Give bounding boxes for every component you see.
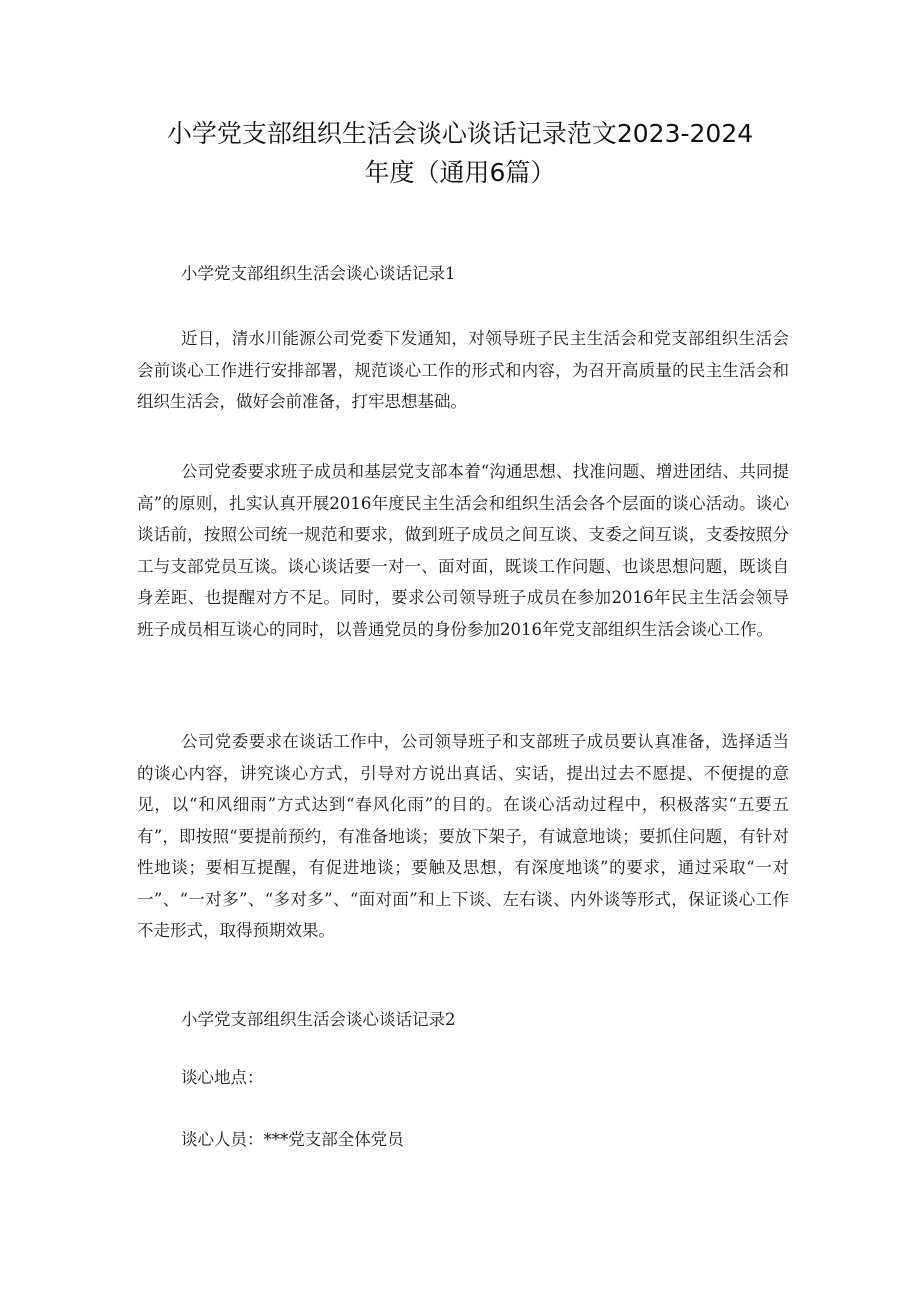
document-title-line-2: 年度（通用6篇） (364, 158, 556, 187)
section-1-heading: 小学党支部组织生活会谈心谈话记录1 (181, 264, 456, 283)
paragraph-2: 公司党委要求班子成员和基层党支部本着“沟通思想、找准问题、增进团结、共同提高”的原则，扎实认真开展2016年度民主生活会和组织生活会各个层面的谈心活动。谈心谈话前，按照公司统一规范和要求，做到班子成员之间互谈、支委之间互谈，支委按照分工与支部党员互谈。谈心谈话要一对一、面对面，既谈工作问题、也谈思想问题，既谈自身差距、也提醒对方不足。同时，要求公司领导班子成员在参加2016年民主生活会领导班子成员相互谈心的同时，以普通党员的身份参加2016年党支部组织生活会谈心工作。 (137, 462, 789, 639)
section-2-heading: 小学党支部组织生活会谈心谈话记录2 (181, 1010, 456, 1029)
participants-label: 谈心人员：***党支部全体党员 (181, 1130, 404, 1149)
paragraph-1: 近日，清水川能源公司党委下发通知，对领导班子民主生活会和党支部组织生活会会前谈心工作进行安排部署，规范谈心工作的形式和内容，为召开高质量的民主生活会和组织生活会，做好会前准备，打牢思想基础。 (137, 329, 789, 411)
document-title-line-1: 小学党支部组织生活会谈心谈话记录范文2023-2024 (166, 119, 754, 148)
location-label: 谈心地点： (181, 1068, 264, 1087)
paragraph-3: 公司党委要求在谈话工作中，公司领导班子和支部班子成员要认真准备，选择适当的谈心内容，讲究谈心方式，引导对方说出真话、实话，提出过去不愿提、不便提的意见，以“和风细雨”方式达到“春风化雨”的目的。在谈心活动过程中，积极落实“五要五有”，即按照“要提前预约，有准备地谈；要放下架子，有诚意地谈；要抓住问题，有针对性地谈；要相互提醒，有促进地谈；要触及思想，有深度地谈”的要求，通过采取“一对一”、“一对多”、“多对多”、“面对面”和上下谈、左右谈、内外谈等形式，保证谈心工作不走形式，取得预期效果。 (137, 732, 789, 940)
